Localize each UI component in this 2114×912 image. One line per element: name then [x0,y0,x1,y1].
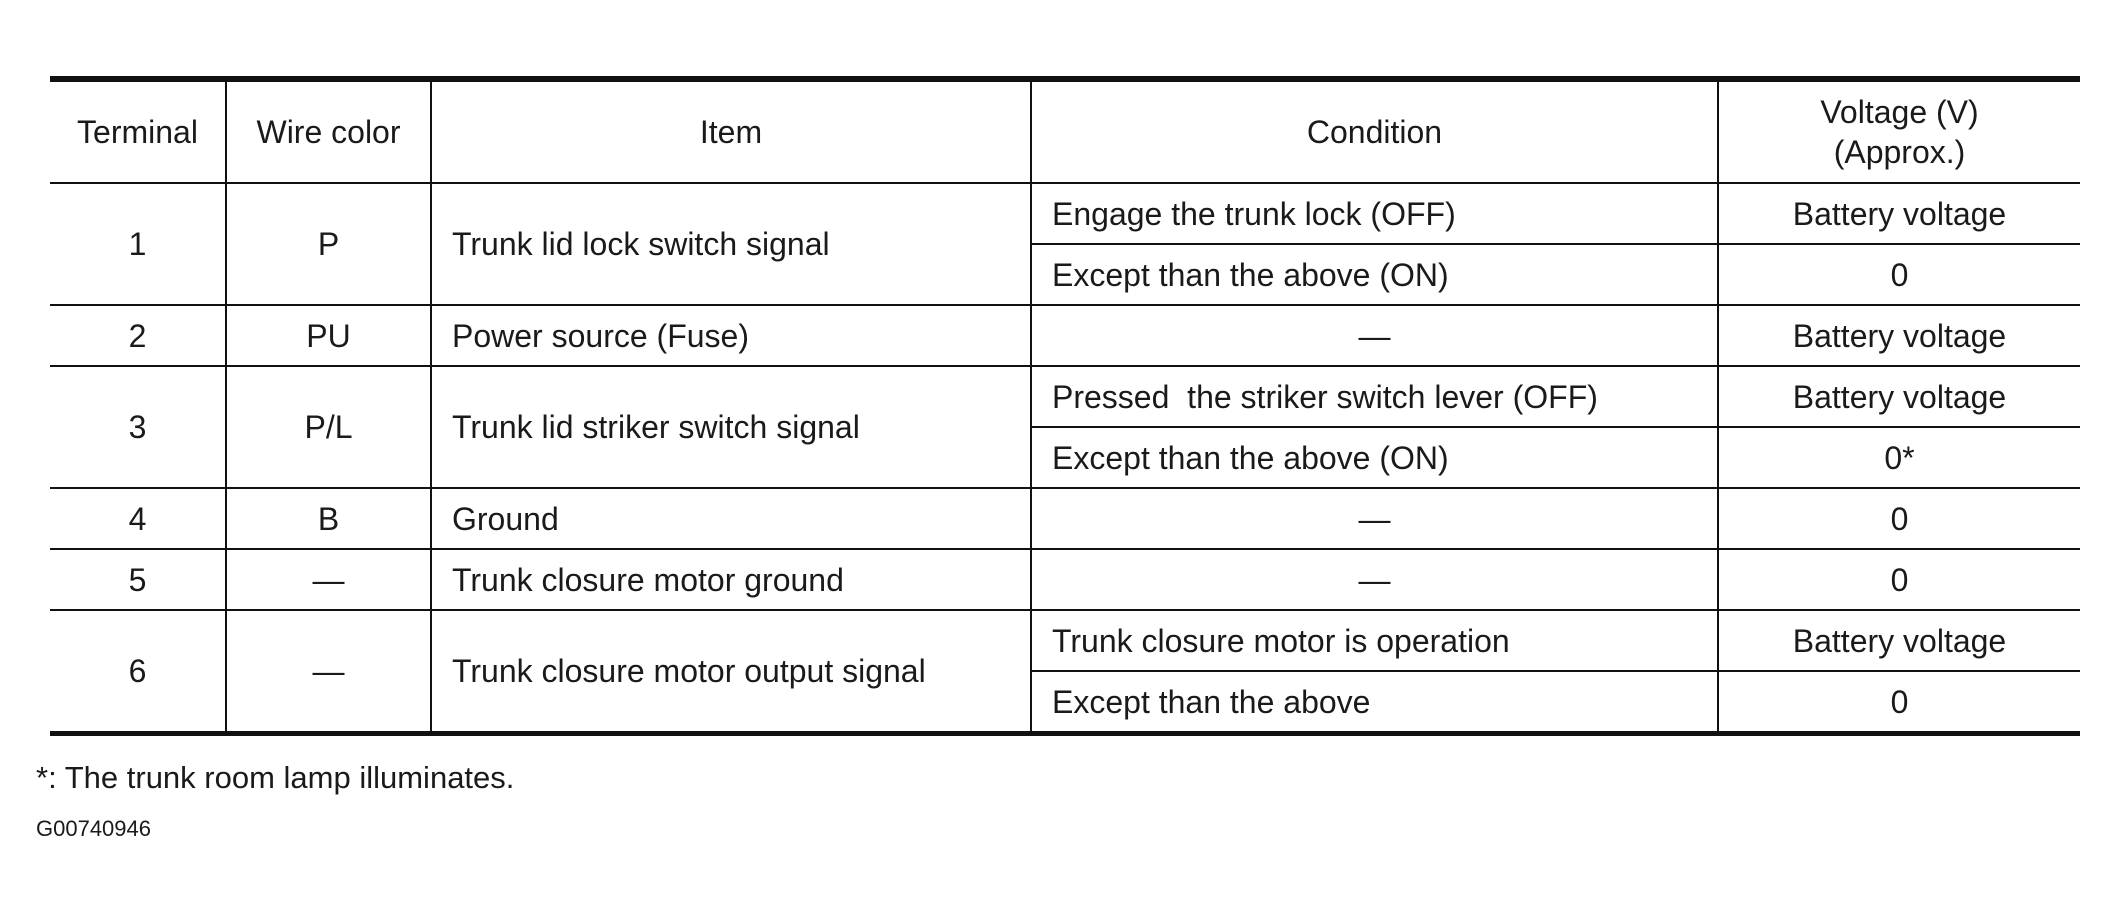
condition-cell: Except than the above (ON) [1031,427,1718,488]
voltage-cell: Battery voltage [1718,305,2080,366]
voltage-cell: 0 [1718,244,2080,305]
header-wire-color: Wire color [226,79,431,183]
voltage-cell: Battery voltage [1718,366,2080,427]
header-voltage-line1: Voltage (V) [1820,94,1979,130]
header-terminal: Terminal [50,79,226,183]
condition-cell: Trunk closure motor is operation [1031,610,1718,671]
table-row [50,183,2080,244]
terminal-cell: 4 [50,488,226,549]
voltage-cell: Battery voltage [1718,183,2080,244]
wire-color-cell: — [226,549,431,610]
terminal-cell: 6 [50,610,226,734]
voltage-cell: Battery voltage [1718,610,2080,671]
table-row [50,549,2080,610]
voltage-cell: 0 [1718,488,2080,549]
item-cell: Trunk closure motor ground [431,549,1031,610]
wire-color-cell: PU [226,305,431,366]
terminal-cell: 5 [50,549,226,610]
condition-cell: Pressed the striker switch lever (OFF) [1031,366,1718,427]
table-row [50,610,2080,671]
voltage-cell: 0 [1718,549,2080,610]
table-row [50,366,2080,427]
terminal-voltage-table [50,76,2080,736]
table-row [50,305,2080,366]
table-row [50,488,2080,549]
voltage-cell: 0* [1718,427,2080,488]
wire-color-cell: P [226,183,431,305]
header-item: Item [431,79,1031,183]
header-voltage [1718,79,2080,183]
figure-id: G00740946 [36,816,151,841]
table-header-row [50,79,2080,183]
header-voltage-line2: (Approx.) [1833,134,1966,170]
terminal-spec-sheet [50,76,2080,736]
condition-cell: — [1031,305,1718,366]
footnote: *: The trunk room lamp illuminates. [36,760,515,795]
item-cell: Power source (Fuse) [431,305,1031,366]
condition-cell: Except than the above (ON) [1031,244,1718,305]
condition-cell: — [1031,488,1718,549]
voltage-cell: 0 [1718,671,2080,734]
terminal-cell: 3 [50,366,226,488]
item-cell: Ground [431,488,1031,549]
item-cell: Trunk lid lock switch signal [431,183,1031,305]
terminal-cell: 2 [50,305,226,366]
wire-color-cell: B [226,488,431,549]
item-cell: Trunk lid striker switch signal [431,366,1031,488]
item-cell: Trunk closure motor output signal [431,610,1031,734]
header-condition: Condition [1031,79,1718,183]
condition-cell: Engage the trunk lock (OFF) [1031,183,1718,244]
wire-color-cell: — [226,610,431,734]
terminal-cell: 1 [50,183,226,305]
wire-color-cell: P/L [226,366,431,488]
condition-cell: Except than the above [1031,671,1718,734]
condition-cell: — [1031,549,1718,610]
